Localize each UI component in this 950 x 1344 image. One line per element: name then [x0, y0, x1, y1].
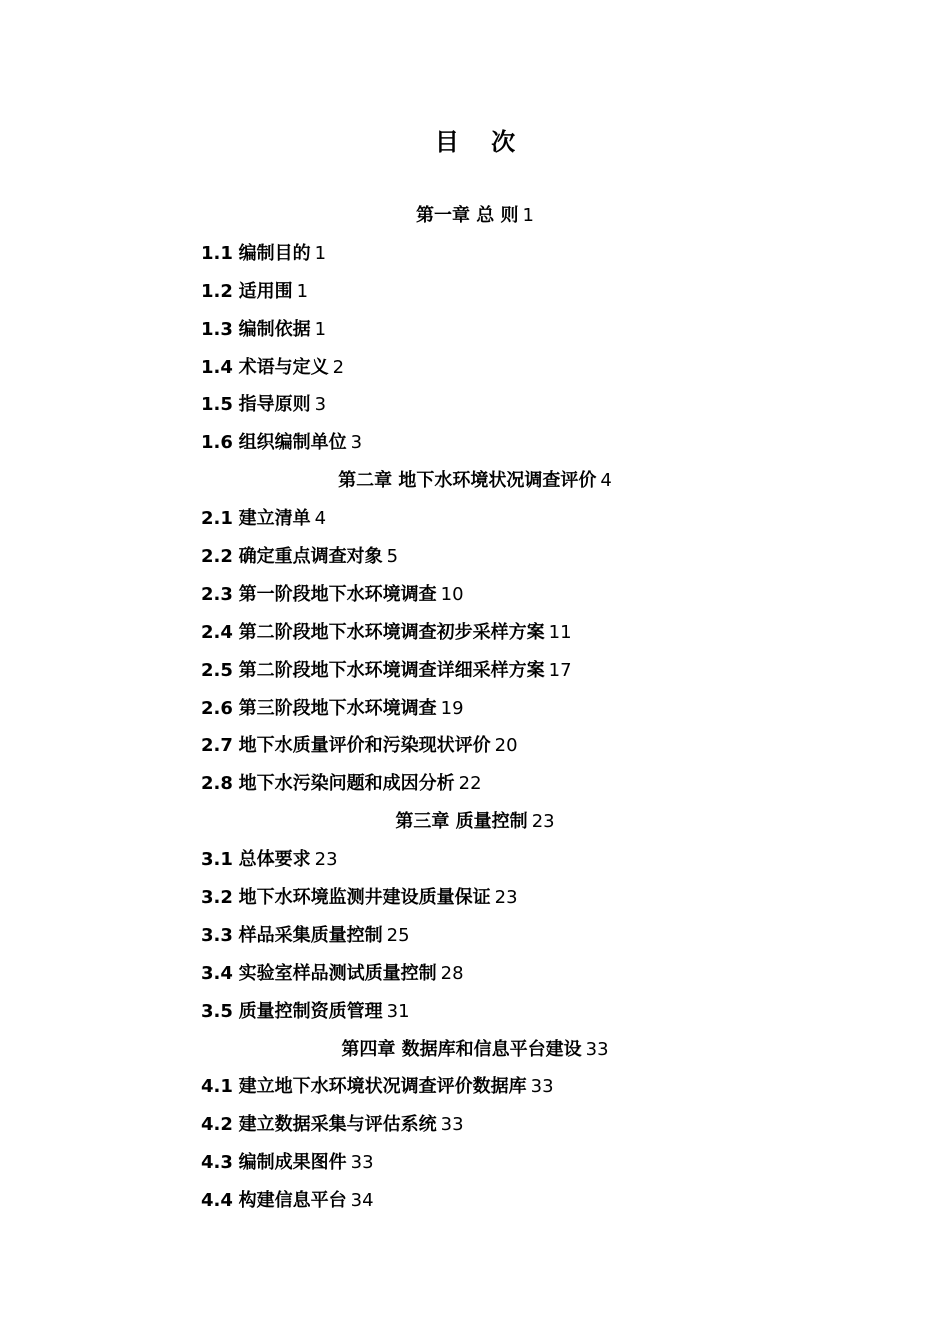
- section-title: 术语与定义: [238, 356, 329, 378]
- toc-section-entry[interactable]: [0, 917, 950, 955]
- section-title: 地下水环境监测井建设质量保证: [238, 887, 491, 909]
- section-number: 2.1: [201, 508, 233, 530]
- toc-section-entry[interactable]: [0, 879, 950, 917]
- page-number: 28: [440, 962, 464, 984]
- section-title: 质量控制资质管理: [238, 1000, 383, 1022]
- section-number: 3.5: [201, 1000, 233, 1022]
- toc-section-entry[interactable]: [0, 273, 950, 311]
- chapter-title: 第三章 质量控制: [395, 811, 528, 833]
- section-title: 建立地下水环境状况调查评价数据库: [238, 1076, 527, 1098]
- page-number: 1: [314, 318, 327, 340]
- section-number: 3.4: [201, 962, 233, 984]
- toc-chapter-entry[interactable]: [0, 197, 950, 235]
- section-title: 确定重点调查对象: [238, 546, 383, 568]
- toc-section-entry[interactable]: [0, 235, 950, 273]
- section-title: 建立数据采集与评估系统: [238, 1114, 437, 1136]
- section-title: 指导原则: [238, 394, 311, 416]
- toc-section-entry[interactable]: [0, 1106, 950, 1144]
- section-title: 组织编制单位: [238, 432, 347, 454]
- toc-section-entry[interactable]: [0, 1144, 950, 1182]
- page-number: 25: [386, 924, 410, 946]
- toc-section-entry[interactable]: [0, 955, 950, 993]
- toc-section-entry[interactable]: [0, 1182, 950, 1220]
- section-number: 2.6: [201, 697, 233, 719]
- chapter-title: 第四章 数据库和信息平台建设: [341, 1038, 582, 1060]
- toc-section-entry[interactable]: [0, 500, 950, 538]
- page-number: 2: [332, 356, 345, 378]
- toc-section-entry[interactable]: [0, 690, 950, 728]
- page-number: 33: [350, 1152, 374, 1174]
- section-number: 1.4: [201, 356, 233, 378]
- page-number: 1: [314, 242, 327, 264]
- section-title: 编制依据: [238, 318, 311, 340]
- section-number: 1.2: [201, 280, 233, 302]
- page-number: 33: [440, 1114, 464, 1136]
- section-number: 3.2: [201, 887, 233, 909]
- toc-section-entry[interactable]: [0, 765, 950, 803]
- section-title: 第三阶段地下水环境调查: [238, 697, 437, 719]
- page-number: 23: [494, 887, 518, 909]
- section-number: 4.1: [201, 1076, 233, 1098]
- toc-section-entry[interactable]: [0, 311, 950, 349]
- section-number: 4.3: [201, 1152, 233, 1174]
- section-title: 适用围: [238, 280, 293, 302]
- section-title: 编制目的: [238, 242, 311, 264]
- section-title: 构建信息平台: [238, 1190, 347, 1212]
- toc-chapter-entry[interactable]: [0, 462, 950, 500]
- section-number: 1.1: [201, 242, 233, 264]
- page-number: 11: [548, 621, 572, 643]
- page-number: 23: [314, 849, 338, 871]
- page-number: 1: [296, 280, 309, 302]
- section-number: 2.3: [201, 583, 233, 605]
- chapter-title: 第二章 地下水环境状况调查评价: [338, 470, 597, 492]
- page-number: 5: [386, 546, 399, 568]
- section-number: 1.5: [201, 394, 233, 416]
- page-number: 3: [314, 394, 327, 416]
- toc-section-entry[interactable]: [0, 1068, 950, 1106]
- page-number: 4: [600, 470, 612, 492]
- toc-section-entry[interactable]: [0, 538, 950, 576]
- section-number: 2.4: [201, 621, 233, 643]
- section-title: 第一阶段地下水环境调查: [238, 583, 437, 605]
- toc-section-entry[interactable]: [0, 614, 950, 652]
- section-number: 4.2: [201, 1114, 233, 1136]
- chapter-title: 第一章 总 则: [416, 205, 519, 226]
- section-title: 建立清单: [238, 508, 311, 530]
- section-title: 编制成果图件: [238, 1152, 347, 1174]
- toc-chapter-entry[interactable]: [0, 803, 950, 841]
- toc-section-entry[interactable]: [0, 993, 950, 1031]
- page-number: 34: [350, 1190, 374, 1212]
- section-number: 3.3: [201, 924, 233, 946]
- section-number: 2.2: [201, 546, 233, 568]
- toc-section-entry[interactable]: [0, 727, 950, 765]
- toc-list: [0, 197, 950, 1220]
- toc-section-entry[interactable]: [0, 349, 950, 387]
- section-title: 第二阶段地下水环境调查初步采样方案: [238, 621, 545, 643]
- toc-section-entry[interactable]: [0, 576, 950, 614]
- toc-title: 目 次: [434, 128, 528, 156]
- section-title: 实验室样品测试质量控制: [238, 962, 437, 984]
- page-number: 3: [350, 432, 363, 454]
- section-number: 2.8: [201, 773, 233, 795]
- section-title: 第二阶段地下水环境调查详细采样方案: [238, 659, 545, 681]
- page-number: 31: [386, 1000, 410, 1022]
- page-number: 19: [440, 697, 464, 719]
- section-title: 地下水污染问题和成因分析: [238, 773, 455, 795]
- toc-chapter-entry[interactable]: [0, 1031, 950, 1069]
- section-number: 4.4: [201, 1190, 233, 1212]
- page-number: 1: [522, 205, 534, 226]
- section-number: 1.3: [201, 318, 233, 340]
- page-number: 4: [314, 508, 327, 530]
- section-title: 总体要求: [238, 849, 311, 871]
- section-title: 样品采集质量控制: [238, 924, 383, 946]
- toc-section-entry[interactable]: [0, 841, 950, 879]
- section-number: 3.1: [201, 849, 233, 871]
- page-number: 33: [530, 1076, 554, 1098]
- toc-section-entry[interactable]: [0, 386, 950, 424]
- section-number: 2.5: [201, 659, 233, 681]
- page-number: 10: [440, 583, 464, 605]
- page-number: 33: [585, 1038, 609, 1060]
- page-number: 20: [494, 735, 518, 757]
- page-number: 23: [531, 811, 555, 833]
- section-number: 1.6: [201, 432, 233, 454]
- toc-section-entry[interactable]: [0, 424, 950, 462]
- section-title: 地下水质量评价和污染现状评价: [238, 735, 491, 757]
- page-number: 22: [458, 773, 482, 795]
- page-number: 17: [548, 659, 572, 681]
- section-number: 2.7: [201, 735, 233, 757]
- toc-section-entry[interactable]: [0, 652, 950, 690]
